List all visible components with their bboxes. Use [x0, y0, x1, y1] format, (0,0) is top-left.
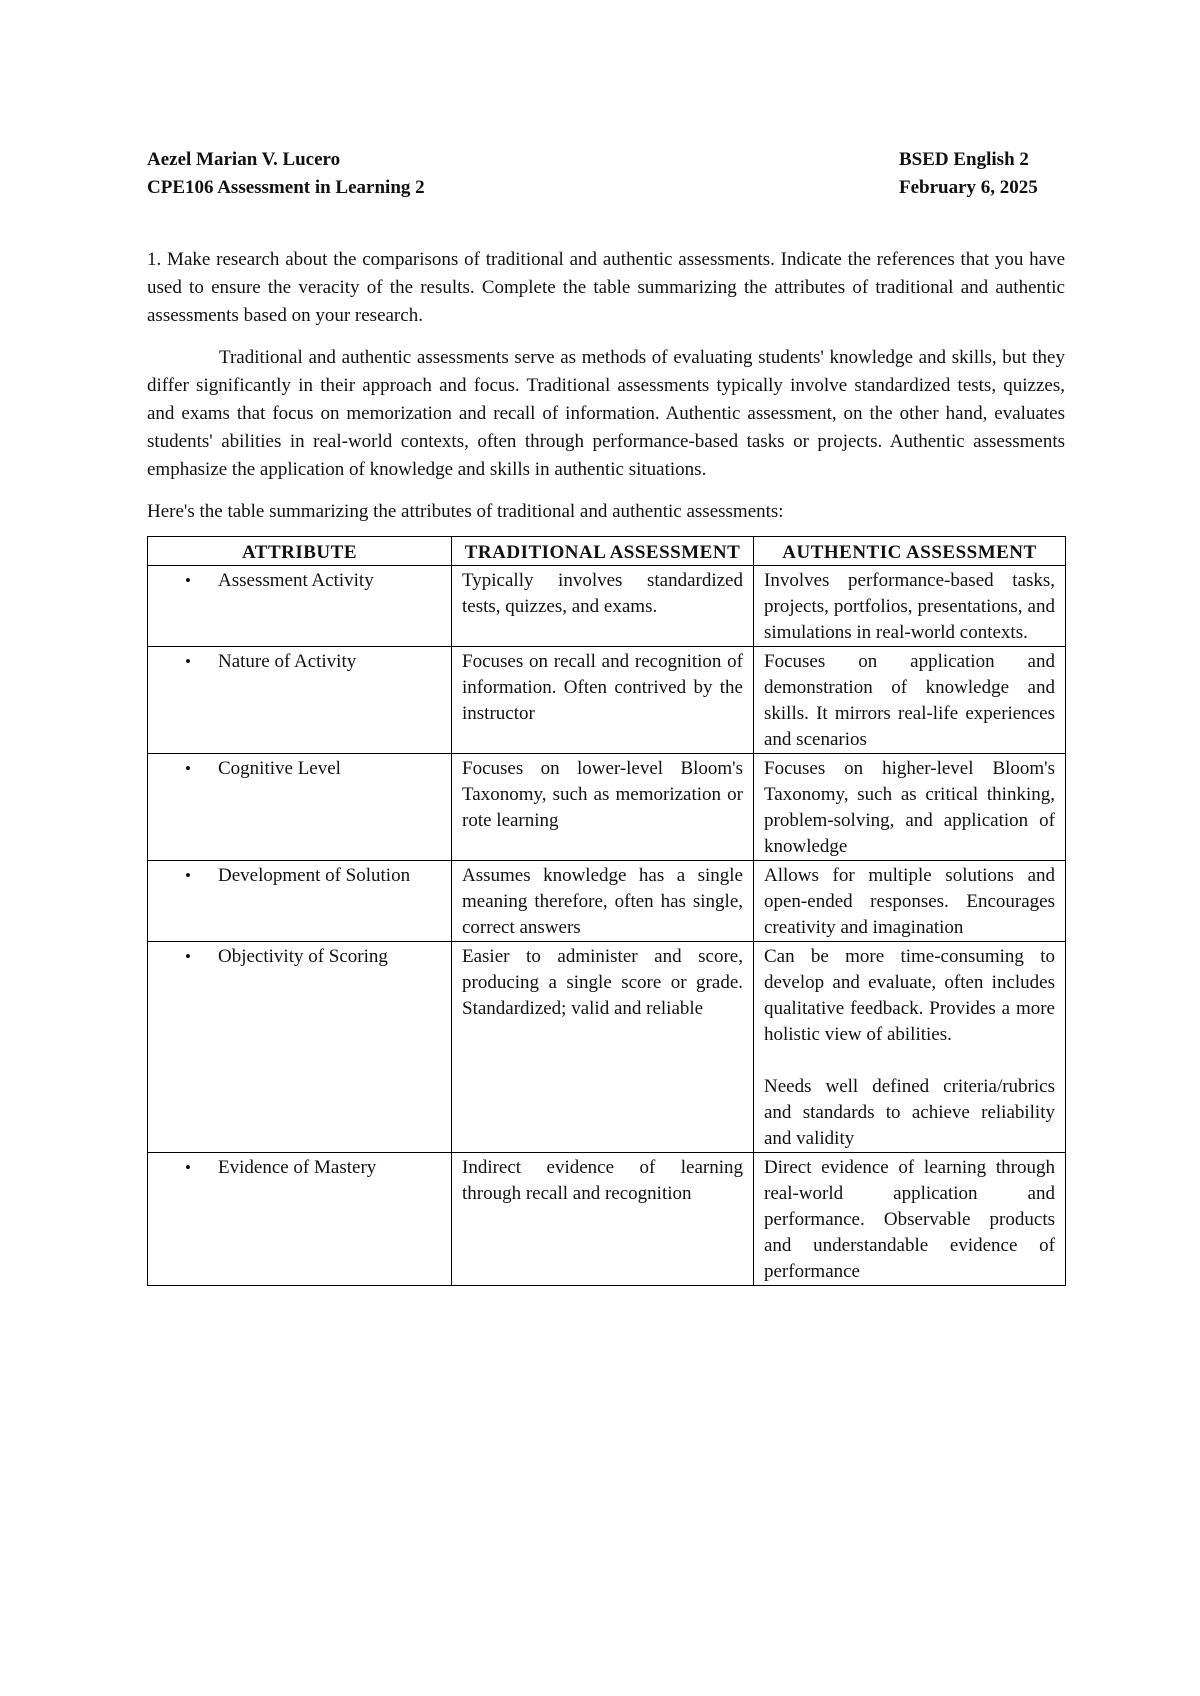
authentic-cell: Focuses on higher-level Bloom's Taxonomy, such as critical thinking, problem-solving, and application of knowledge — [754, 754, 1066, 861]
bullet-icon: • — [185, 759, 191, 778]
attribute-label: Assessment Activity — [218, 570, 374, 591]
authentic-cell: Allows for multiple solutions and open-ended responses. Encourages creativity and imagination — [754, 861, 1066, 942]
header-attribute: ATTRIBUTE — [148, 537, 452, 566]
table-row — [148, 566, 1066, 647]
bullet-icon: • — [185, 947, 191, 966]
traditional-cell: Focuses on lower-level Bloom's Taxonomy, such as memorization or rote learning — [452, 754, 754, 861]
traditional-cell: Focuses on recall and recognition of information. Often contrived by the instructor — [452, 647, 754, 754]
intro-paragraph: Traditional and authentic assessments serve as methods of evaluating students' knowledge and skills, but they differ significantly in their approach and focus. Traditional assessments typically involve standardized tests, quizzes, and exams that focus on memorization and recall of information. Authentic assessment, on the other hand, evaluates students' abilities in real-world contexts, often through performance-based tasks or projects. Authentic assessments emphasize the application of knowledge and skills in authentic situations. — [147, 347, 1065, 480]
student-name: Aezel Marian V. Lucero — [147, 149, 341, 170]
attribute-cell — [148, 1153, 452, 1286]
table-row — [148, 942, 1066, 1153]
traditional-cell: Typically involves standardized tests, quizzes, and exams. — [452, 566, 754, 647]
attribute-label: Nature of Activity — [218, 651, 357, 672]
table-intro: Here's the table summarizing the attributes of traditional and authentic assessments: — [147, 501, 784, 522]
attribute-cell — [148, 566, 452, 647]
authentic-cell: Focuses on application and demonstration of knowledge and skills. It mirrors real-life experiences and scenarios — [754, 647, 1066, 754]
attribute-cell — [148, 754, 452, 861]
header-row-1 — [147, 146, 1065, 174]
program: BSED English 2 — [899, 149, 1029, 170]
question-text: 1. Make research about the comparisons of traditional and authentic assessments. Indicate the references that you have used to ensure the veracity of the results. Complete the table summarizing the attributes of traditional and authentic assessments based on your research. — [147, 249, 1065, 326]
header-row-2 — [147, 174, 1065, 202]
bullet-icon: • — [185, 1158, 191, 1177]
traditional-cell: Indirect evidence of learning through recall and recognition — [452, 1153, 754, 1286]
table-row — [148, 647, 1066, 754]
comparison-table — [147, 536, 1066, 1286]
document-header — [147, 146, 1065, 202]
traditional-cell: Assumes knowledge has a single meaning therefore, often has single, correct answers — [452, 861, 754, 942]
authentic-text: Can be more time-consuming to develop and evaluate, often includes qualitative feedback. Provides a more holistic view of abilities. — [764, 946, 1055, 1045]
table-header-row — [148, 537, 1066, 566]
attribute-label: Development of Solution — [218, 865, 411, 886]
attribute-label: Evidence of Mastery — [218, 1157, 377, 1178]
authentic-cell — [754, 942, 1066, 1153]
authentic-cell: Involves performance-based tasks, projects, portfolios, presentations, and simulations in real-world contexts. — [754, 566, 1066, 647]
attribute-cell — [148, 942, 452, 1153]
attribute-cell — [148, 861, 452, 942]
table-row — [148, 1153, 1066, 1286]
traditional-cell: Easier to administer and score, producing a single score or grade. Standardized; valid and reliable — [452, 942, 754, 1153]
bullet-icon: • — [185, 571, 191, 590]
course-title: CPE106 Assessment in Learning 2 — [147, 177, 425, 198]
attribute-label: Cognitive Level — [218, 758, 341, 779]
attribute-label: Objectivity of Scoring — [218, 946, 388, 967]
attribute-cell — [148, 647, 452, 754]
table-row — [148, 861, 1066, 942]
bullet-icon: • — [185, 866, 191, 885]
header-traditional: TRADITIONAL ASSESSMENT — [452, 537, 754, 566]
authentic-cell: Direct evidence of learning through real-world application and performance. Observable products and understandable evidence of performance — [754, 1153, 1066, 1286]
bullet-icon: • — [185, 652, 191, 671]
authentic-extra-text: Needs well defined criteria/rubrics and standards to achieve reliability and validity — [764, 1076, 1055, 1149]
document-body — [147, 246, 1065, 1286]
header-authentic: AUTHENTIC ASSESSMENT — [754, 537, 1066, 566]
table-row — [148, 754, 1066, 861]
date: February 6, 2025 — [899, 177, 1038, 198]
